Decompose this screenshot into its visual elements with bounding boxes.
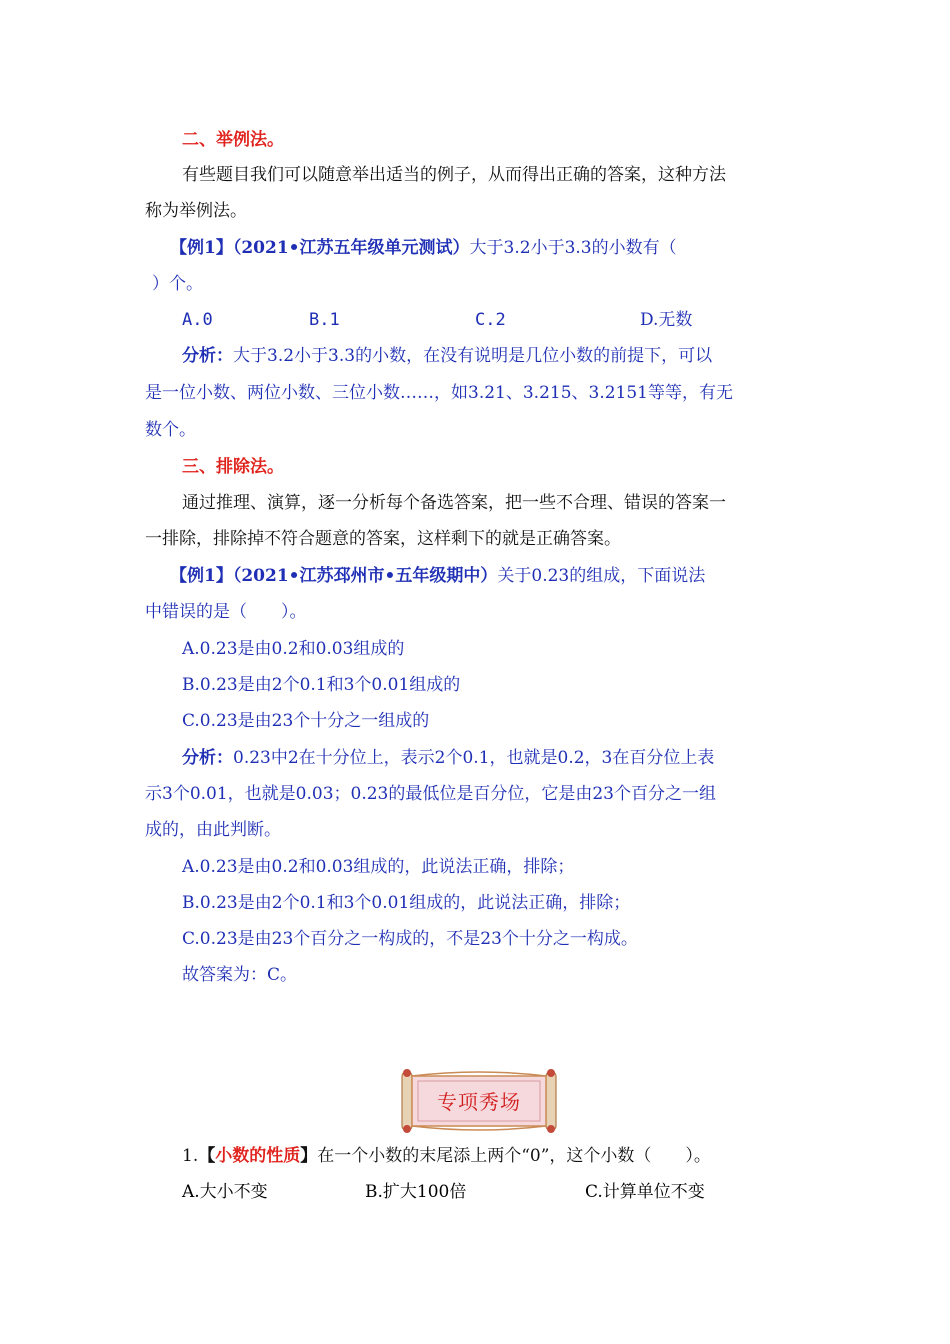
exercise-text: 在一个小数的末尾添上两个“0”，这个小数（ ）。: [317, 1146, 711, 1166]
example-tag: 【例1】: [170, 238, 233, 258]
analysis-label: 分析：: [182, 748, 233, 768]
example-tag: 【例1】: [170, 566, 233, 586]
section3-judgement-a: A.0.23是由0.2和0.03组成的，此说法正确，排除；: [182, 857, 575, 877]
section2-option-a: A.0: [182, 310, 213, 330]
exercise-option-a: A.大小不变: [182, 1182, 268, 1202]
section3-option-a: A.0.23是由0.2和0.03组成的: [182, 639, 405, 659]
section3-example-cont: 中错误的是（ ）。: [145, 602, 307, 622]
exercise-tag: 小数的性质: [215, 1146, 301, 1166]
example-question: 大于3.2小于3.3的小数有（: [469, 238, 677, 258]
section3-intro-line1: 通过推理、演算，逐一分析每个备选答案，把一些不合理、错误的答案一: [182, 493, 726, 513]
example-question: 关于0.23的组成，下面说法: [497, 566, 706, 586]
exercise-option-b: B.扩大100倍: [365, 1182, 467, 1202]
section3-analysis-line1: [182, 746, 714, 770]
section3-judgement-b: B.0.23是由2个0.1和3个0.01组成的，此说法正确，排除；: [182, 893, 631, 913]
exercise-question: [182, 1144, 711, 1168]
analysis-label: 分析：: [182, 346, 233, 366]
section2-intro-line2: 称为举例法。: [145, 201, 247, 221]
section2-analysis-line2: 是一位小数、两位小数、三位小数……，如3.21、3.215、3.2151等等，有无: [145, 383, 734, 403]
section2-example-cont: ）个。: [152, 274, 203, 294]
exercise-number: 1.: [182, 1146, 199, 1166]
section2-example: [170, 236, 677, 260]
exercise-option-c: C.计算单位不变: [585, 1182, 705, 1202]
example-source: （2021•江苏邳州市•五年级期中）: [232, 566, 498, 586]
section3-option-b: B.0.23是由2个0.1和3个0.01组成的: [182, 675, 461, 695]
section3-example: [170, 564, 705, 588]
section2-option-b: B.1: [309, 310, 340, 330]
example-source: （2021•江苏五年级单元测试）: [232, 238, 470, 258]
banner-title: 专项秀场: [437, 1090, 521, 1114]
tag-close: 】: [300, 1146, 318, 1166]
section2-option-c: C.2: [475, 310, 506, 330]
section-banner: [396, 1068, 562, 1134]
section3-analysis-line2: 示3个0.01，也就是0.03；0.23的最低位是百分位，它是由23个百分之一组: [145, 784, 717, 804]
section2-analysis-line1: [182, 344, 712, 368]
section3-option-c: C.0.23是由23个十分之一组成的: [182, 711, 430, 731]
section3-intro-line2: 一排除，排除掉不符合题意的答案，这样剩下的就是正确答案。: [145, 529, 621, 549]
section2-heading: 二、举例法。: [182, 130, 284, 150]
section3-judgement-c: C.0.23是由23个百分之一构成的，不是23个十分之一构成。: [182, 929, 638, 949]
section2-intro-line1: 有些题目我们可以随意举出适当的例子，从而得出正确的答案，这种方法: [182, 165, 726, 185]
section3-answer: 故答案为：C。: [182, 965, 298, 985]
section2-option-d: D.无数: [640, 310, 693, 330]
analysis-text: 大于3.2小于3.3的小数，在没有说明是几位小数的前提下，可以: [233, 346, 713, 366]
section2-analysis-line3: 数个。: [145, 420, 196, 440]
analysis-text: 0.23中2在十分位上，表示2个0.1，也就是0.2，3在百分位上表: [233, 748, 715, 768]
section3-heading: 三、排除法。: [182, 457, 284, 477]
tag-open: 【: [198, 1146, 216, 1166]
section3-analysis-line3: 成的，由此判断。: [145, 820, 281, 840]
